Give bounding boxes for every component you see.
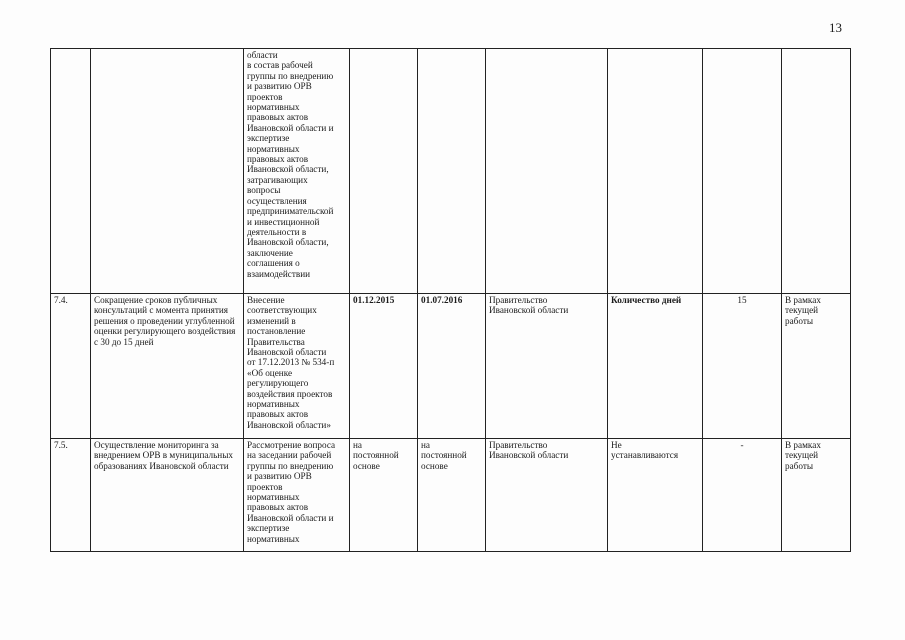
- measure-name-cell: [91, 49, 244, 294]
- responsible-cell: Правительство Ивановской области: [486, 439, 608, 552]
- end-date-cell: на постоянной основе: [418, 439, 486, 552]
- indicator-value-cell: 15: [703, 294, 782, 439]
- measure-name-cell: Осуществление мониторинга за внедрением ОРВ в муниципальных образованиях Ивановской области: [91, 439, 244, 552]
- end-date-cell: 01.07.2016: [418, 294, 486, 439]
- table-row: [51, 49, 851, 294]
- responsible-cell: Правительство Ивановской области: [486, 294, 608, 439]
- indicator-cell: Не устанавливаются: [608, 439, 703, 552]
- action-cell: области в состав рабочей группы по внедрению и развитию ОРВ проектов нормативных правовых актов Ивановской области и экспертизе нормативных правовых актов Ивановской области, затрагивающих вопросы осуществления предпринимательской и инвестиционной деятельности в Ивановской области, заключение соглашения о взаимодействии: [244, 49, 350, 294]
- end-date-cell: [418, 49, 486, 294]
- row-number-cell: 7.4.: [51, 294, 91, 439]
- responsible-cell: [486, 49, 608, 294]
- table-row: [51, 439, 851, 552]
- funding-cell: [782, 49, 851, 294]
- start-date-cell: [350, 49, 418, 294]
- table-row: [51, 294, 851, 439]
- indicator-value-cell: -: [703, 439, 782, 552]
- funding-cell: В рамках текущей работы: [782, 439, 851, 552]
- start-date-cell: на постоянной основе: [350, 439, 418, 552]
- row-number-cell: 7.5.: [51, 439, 91, 552]
- indicator-cell: Количество дней: [608, 294, 703, 439]
- action-cell: Рассмотрение вопроса на заседании рабочей группы по внедрению и развитию ОРВ проектов нормативных правовых актов Ивановской области и экспертизе нормативных: [244, 439, 350, 552]
- page-number: 13: [829, 20, 842, 35]
- measure-name-cell: Сокращение сроков публичных консультаций с момента принятия решения о проведении углубленной оценки регулирующего воздействия с 30 до 15 дней: [91, 294, 244, 439]
- action-plan-table: [50, 48, 851, 552]
- funding-cell: В рамках текущей работы: [782, 294, 851, 439]
- indicator-value-cell: [703, 49, 782, 294]
- start-date-cell: 01.12.2015: [350, 294, 418, 439]
- indicator-cell: [608, 49, 703, 294]
- action-cell: Внесение соответствующих изменений в постановление Правительства Ивановской области от 17.12.2013 № 534-п «Об оценке регулирующего воздействия проектов нормативных правовых актов Ивановской области»: [244, 294, 350, 439]
- row-number-cell: [51, 49, 91, 294]
